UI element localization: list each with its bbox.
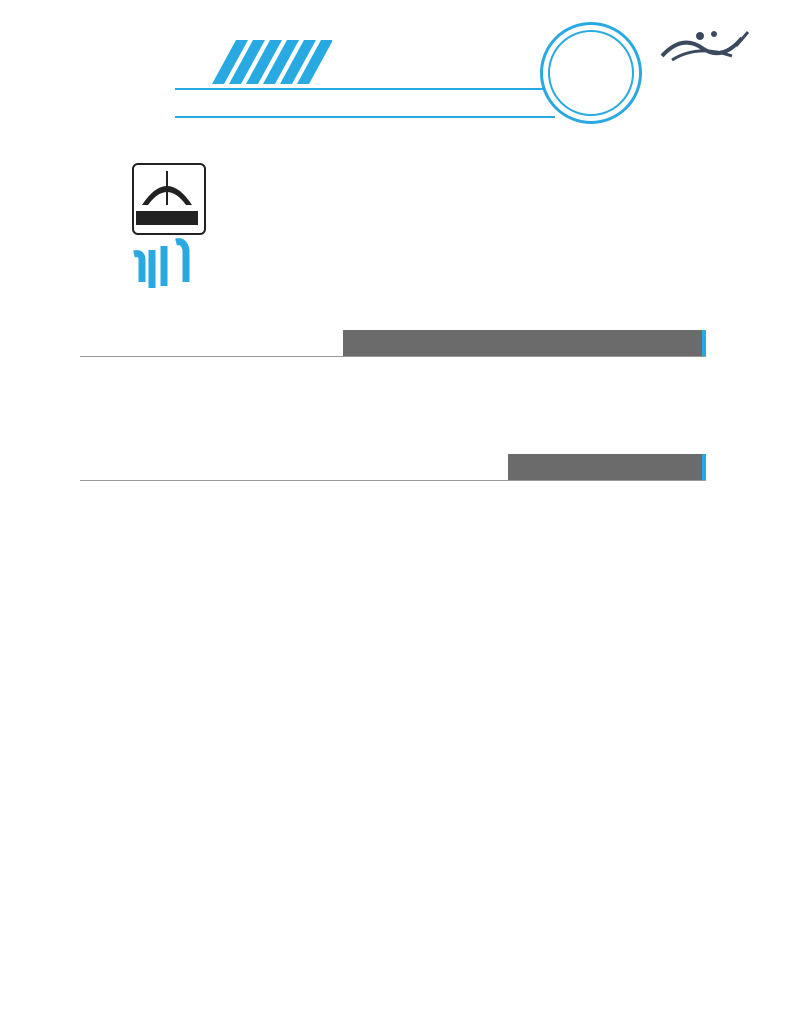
section-divider (80, 480, 706, 481)
section-heading-genetic-analysis (343, 330, 706, 356)
decorative-stripes (212, 40, 332, 84)
section-accent (702, 330, 706, 356)
chapter-title (190, 90, 545, 114)
section-accent (702, 454, 706, 480)
store-logo (652, 26, 752, 70)
chapter-number (548, 38, 630, 108)
fan-icon (134, 165, 200, 209)
section-heading-basic-terms (508, 454, 706, 480)
section-divider (80, 356, 706, 357)
publisher-series-label (136, 211, 198, 225)
decorative-marks (128, 232, 208, 292)
